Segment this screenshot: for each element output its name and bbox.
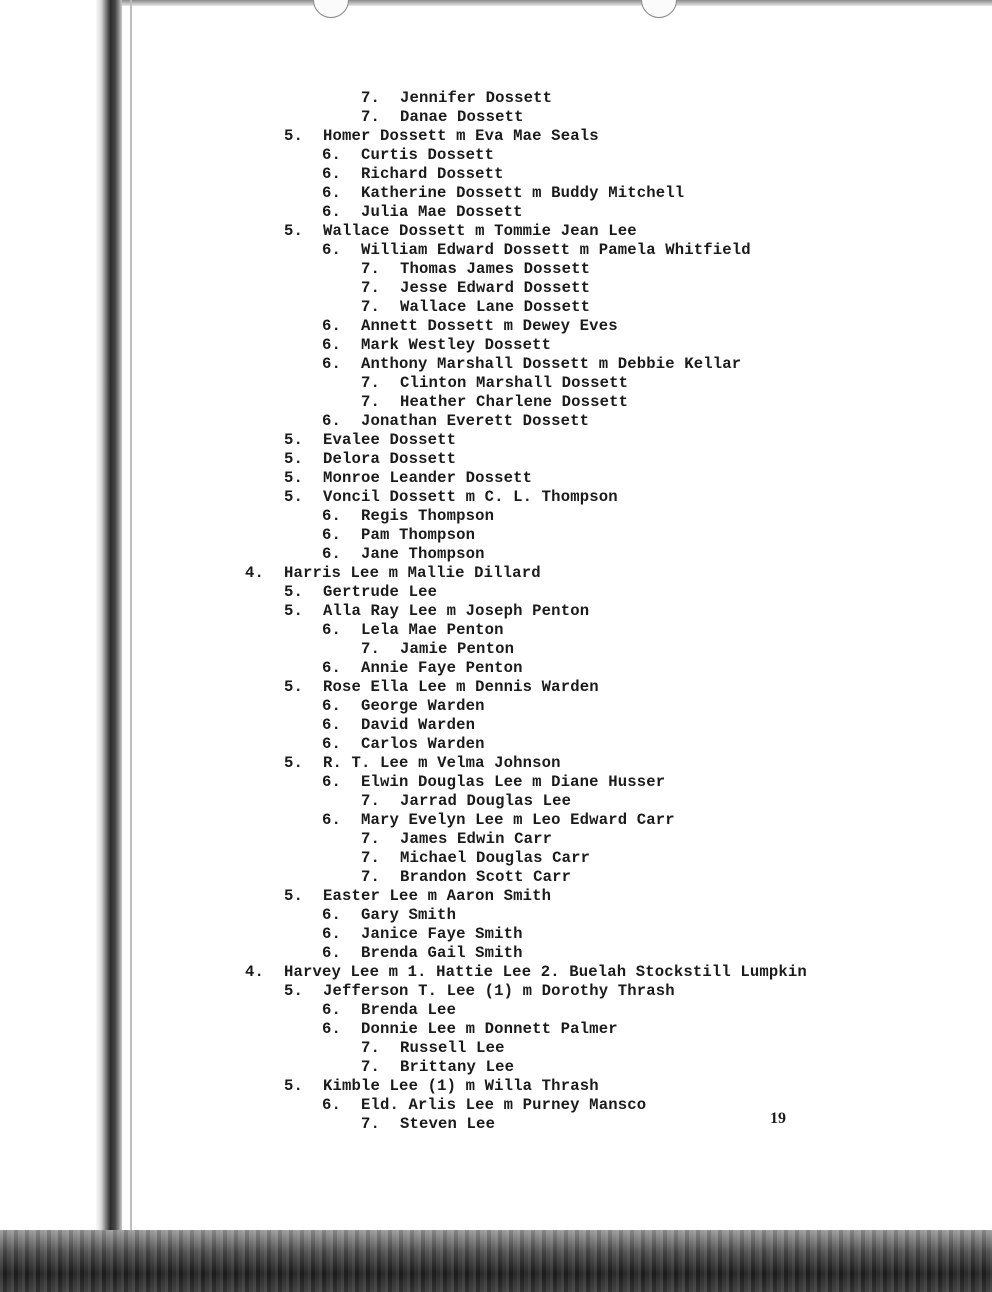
- person-name: Homer Dossett m Eva Mae Seals: [323, 127, 599, 145]
- person-name: Jarrad Douglas Lee: [400, 792, 572, 810]
- generation-number: 6.: [322, 203, 342, 221]
- person-name: George Warden: [361, 697, 485, 715]
- person-name: Delora Dossett: [323, 450, 457, 468]
- genealogy-entry: [284, 1077, 599, 1096]
- generation-number: 5.: [284, 678, 304, 696]
- genealogy-entry: [361, 849, 590, 868]
- generation-number: 7.: [361, 792, 381, 810]
- person-name: Brittany Lee: [400, 1058, 515, 1076]
- generation-number: 6.: [322, 412, 342, 430]
- person-name: Janice Faye Smith: [361, 925, 523, 943]
- genealogy-entry: [284, 754, 561, 773]
- person-name: Jamie Penton: [400, 640, 515, 658]
- person-name: Harvey Lee m 1. Hattie Lee 2. Buelah Stockstill Lumpkin: [284, 963, 807, 981]
- generation-number: 6.: [322, 906, 342, 924]
- genealogy-entry: [322, 241, 751, 260]
- genealogy-entry: [322, 507, 494, 526]
- genealogy-entry: [361, 279, 590, 298]
- genealogy-entry: [284, 127, 599, 146]
- genealogy-entry: [361, 868, 571, 887]
- person-name: Annie Faye Penton: [361, 659, 523, 677]
- generation-number: 5.: [284, 982, 304, 1000]
- person-name: Brandon Scott Carr: [400, 868, 572, 886]
- generation-number: 6.: [322, 184, 342, 202]
- genealogy-entry: [322, 317, 618, 336]
- person-name: Pam Thompson: [361, 526, 476, 544]
- binding-line: [130, 0, 132, 1245]
- genealogy-entry: [322, 811, 675, 830]
- genealogy-entry: [322, 545, 485, 564]
- genealogy-entry: [361, 1058, 514, 1077]
- genealogy-entry: [284, 488, 618, 507]
- genealogy-entry: [322, 146, 494, 165]
- person-name: Gertrude Lee: [323, 583, 438, 601]
- genealogy-entry: [284, 982, 675, 1001]
- generation-number: 7.: [361, 868, 381, 886]
- person-name: Jefferson T. Lee (1) m Dorothy Thrash: [323, 982, 675, 1000]
- generation-number: 6.: [322, 811, 342, 829]
- genealogy-entry: [322, 336, 551, 355]
- person-name: R. T. Lee m Velma Johnson: [323, 754, 561, 772]
- person-name: Evalee Dossett: [323, 431, 457, 449]
- scan-bottom-noise: [0, 1230, 992, 1292]
- generation-number: 6.: [322, 773, 342, 791]
- generation-number: 7.: [361, 393, 381, 411]
- generation-number: 6.: [322, 716, 342, 734]
- generation-number: 5.: [284, 602, 304, 620]
- generation-number: 6.: [322, 336, 342, 354]
- generation-number: 4.: [245, 564, 265, 582]
- binding-edge: [96, 0, 122, 1245]
- genealogy-entry: [361, 260, 590, 279]
- person-name: Carlos Warden: [361, 735, 485, 753]
- genealogy-entry: [361, 830, 552, 849]
- generation-number: 6.: [322, 944, 342, 962]
- generation-number: 6.: [322, 1001, 342, 1019]
- generation-number: 6.: [322, 526, 342, 544]
- generation-number: 6.: [322, 621, 342, 639]
- genealogy-entry: [284, 469, 532, 488]
- generation-number: 6.: [322, 507, 342, 525]
- generation-number: 7.: [361, 1115, 381, 1133]
- generation-number: 7.: [361, 260, 381, 278]
- generation-number: 5.: [284, 583, 304, 601]
- generation-number: 4.: [245, 963, 265, 981]
- person-name: Wallace Lane Dossett: [400, 298, 591, 316]
- generation-number: 6.: [322, 925, 342, 943]
- genealogy-entry: [284, 602, 589, 621]
- person-name: Mary Evelyn Lee m Leo Edward Carr: [361, 811, 675, 829]
- genealogy-entry: [322, 659, 523, 678]
- generation-number: 6.: [322, 165, 342, 183]
- generation-number: 7.: [361, 1058, 381, 1076]
- genealogy-entry: [245, 564, 541, 583]
- person-name: Wallace Dossett m Tommie Jean Lee: [323, 222, 637, 240]
- scan-top-edge: [110, 0, 992, 6]
- generation-number: 5.: [284, 127, 304, 145]
- generation-number: 7.: [361, 830, 381, 848]
- person-name: Jonathan Everett Dossett: [361, 412, 590, 430]
- person-name: Michael Douglas Carr: [400, 849, 591, 867]
- person-name: Russell Lee: [400, 1039, 505, 1057]
- generation-number: 5.: [284, 754, 304, 772]
- genealogy-entry: [284, 887, 551, 906]
- generation-number: 7.: [361, 108, 381, 126]
- person-name: Voncil Dossett m C. L. Thompson: [323, 488, 618, 506]
- person-name: Jennifer Dossett: [400, 89, 553, 107]
- person-name: Rose Ella Lee m Dennis Warden: [323, 678, 599, 696]
- generation-number: 7.: [361, 640, 381, 658]
- genealogy-entry: [322, 412, 589, 431]
- person-name: Kimble Lee (1) m Willa Thrash: [323, 1077, 599, 1095]
- person-name: Clinton Marshall Dossett: [400, 374, 629, 392]
- generation-number: 5.: [284, 431, 304, 449]
- genealogy-entry: [322, 1001, 456, 1020]
- genealogy-entry: [322, 184, 684, 203]
- genealogy-entry: [361, 374, 628, 393]
- person-name: Brenda Gail Smith: [361, 944, 523, 962]
- person-name: Harris Lee m Mallie Dillard: [284, 564, 541, 582]
- generation-number: 6.: [322, 355, 342, 373]
- person-name: Annett Dossett m Dewey Eves: [361, 317, 618, 335]
- generation-number: 7.: [361, 849, 381, 867]
- person-name: Lela Mae Penton: [361, 621, 504, 639]
- generation-number: 6.: [322, 545, 342, 563]
- genealogy-entry: [361, 640, 514, 659]
- person-name: Regis Thompson: [361, 507, 495, 525]
- person-name: Jesse Edward Dossett: [400, 279, 591, 297]
- genealogy-entry: [284, 450, 456, 469]
- genealogy-entry: [361, 108, 524, 127]
- person-name: Thomas James Dossett: [400, 260, 591, 278]
- generation-number: 5.: [284, 887, 304, 905]
- genealogy-entry: [322, 203, 523, 222]
- punch-hole-right: [641, 0, 677, 18]
- generation-number: 5.: [284, 1077, 304, 1095]
- genealogy-entry: [245, 963, 807, 982]
- genealogy-entry: [361, 1115, 495, 1134]
- person-name: Elwin Douglas Lee m Diane Husser: [361, 773, 666, 791]
- genealogy-entry: [322, 1020, 618, 1039]
- person-name: Monroe Leander Dossett: [323, 469, 533, 487]
- genealogy-entry: [361, 298, 590, 317]
- generation-number: 5.: [284, 488, 304, 506]
- person-name: Steven Lee: [400, 1115, 496, 1133]
- person-name: Julia Mae Dossett: [361, 203, 523, 221]
- person-name: Alla Ray Lee m Joseph Penton: [323, 602, 590, 620]
- genealogy-entry: [322, 773, 665, 792]
- person-name: David Warden: [361, 716, 476, 734]
- generation-number: 6.: [322, 317, 342, 335]
- generation-number: 6.: [322, 241, 342, 259]
- genealogy-entry: [322, 1096, 646, 1115]
- generation-number: 5.: [284, 222, 304, 240]
- genealogy-entry: [322, 944, 523, 963]
- page-number: 19: [770, 1110, 786, 1127]
- genealogy-entry: [322, 925, 523, 944]
- person-name: Katherine Dossett m Buddy Mitchell: [361, 184, 685, 202]
- genealogy-entry: [322, 621, 504, 640]
- generation-number: 6.: [322, 1096, 342, 1114]
- genealogy-entry: [322, 697, 485, 716]
- genealogy-entry: [284, 583, 437, 602]
- genealogy-entry: [361, 792, 571, 811]
- generation-number: 6.: [322, 146, 342, 164]
- genealogy-entry: [322, 906, 456, 925]
- person-name: Gary Smith: [361, 906, 457, 924]
- genealogy-entry: [322, 526, 475, 545]
- genealogy-entry: [361, 89, 552, 108]
- generation-number: 7.: [361, 279, 381, 297]
- person-name: Curtis Dossett: [361, 146, 495, 164]
- person-name: Heather Charlene Dossett: [400, 393, 629, 411]
- generation-number: 5.: [284, 469, 304, 487]
- generation-number: 7.: [361, 374, 381, 392]
- genealogy-entry: [322, 735, 485, 754]
- person-name: Anthony Marshall Dossett m Debbie Kellar: [361, 355, 742, 373]
- generation-number: 7.: [361, 1039, 381, 1057]
- person-name: Mark Westley Dossett: [361, 336, 552, 354]
- generation-number: 6.: [322, 659, 342, 677]
- generation-number: 6.: [322, 697, 342, 715]
- person-name: Jane Thompson: [361, 545, 485, 563]
- person-name: Easter Lee m Aaron Smith: [323, 887, 552, 905]
- genealogy-entry: [322, 716, 475, 735]
- generation-number: 6.: [322, 735, 342, 753]
- genealogy-entry: [361, 1039, 505, 1058]
- genealogy-entry: [284, 678, 599, 697]
- person-name: James Edwin Carr: [400, 830, 553, 848]
- generation-number: 7.: [361, 298, 381, 316]
- generation-number: 6.: [322, 1020, 342, 1038]
- genealogy-entry: [284, 431, 456, 450]
- genealogy-entry: [361, 393, 628, 412]
- person-name: Donnie Lee m Donnett Palmer: [361, 1020, 618, 1038]
- punch-hole-left: [313, 0, 349, 18]
- person-name: Richard Dossett: [361, 165, 504, 183]
- generation-number: 5.: [284, 450, 304, 468]
- person-name: Eld. Arlis Lee m Purney Mansco: [361, 1096, 647, 1114]
- person-name: Danae Dossett: [400, 108, 524, 126]
- genealogy-entry: [322, 165, 504, 184]
- genealogy-entry: [322, 355, 741, 374]
- person-name: Brenda Lee: [361, 1001, 457, 1019]
- genealogy-entry: [284, 222, 637, 241]
- generation-number: 7.: [361, 89, 381, 107]
- person-name: William Edward Dossett m Pamela Whitfield: [361, 241, 751, 259]
